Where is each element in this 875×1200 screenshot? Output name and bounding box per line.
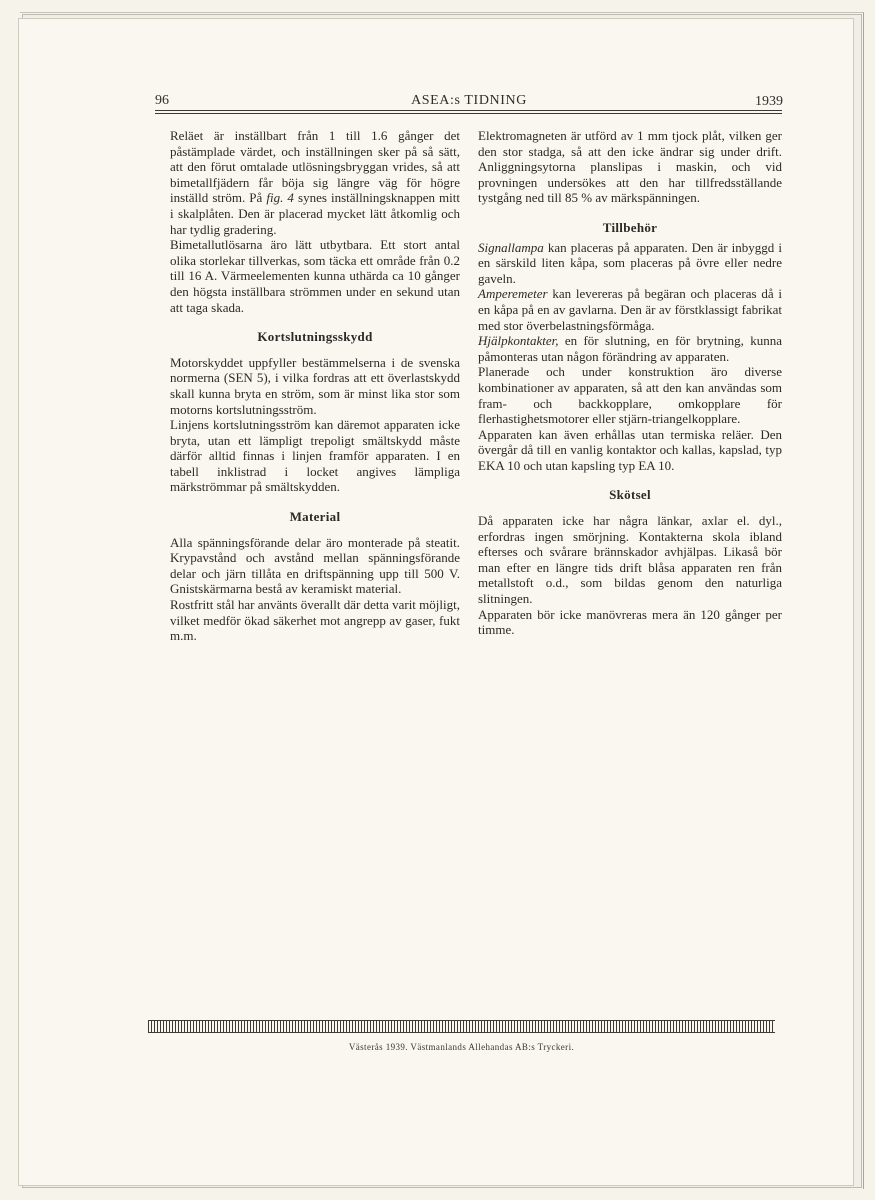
section-heading-kortslutningsskydd: Kortslutningsskydd	[257, 329, 373, 345]
paragraph: Då apparaten icke har några länkar, axlar el. dyl., erfordras ingen smörjning. Kontakterna skola ibland efterses och svårare brännskador avhjälpas. Likaså bör man efter en längre tids drift blåsa apparaten ren från metallstoft o.d., som bildas genom den naturliga slitningen.	[478, 513, 782, 607]
paragraph: Motorskyddet uppfyller bestämmelserna i de svenska normerna (SEN 5), i vilka fordras att ett överlastskydd skall kunna bryta en ström, som är minst lika stor som motorns kortslutningsström.	[170, 354, 460, 417]
header-rule	[155, 110, 782, 111]
paragraph: Bimetallutlösarna äro lätt utbytbara. Ett stort antal olika storlekar tillverkas, som täcka ett område från 0.2 till 16 A. Värmeelementen kunna uthärda ca 10 gånger den högsta inställbara strömmen under en sekund utan att taga skada.	[170, 237, 460, 315]
paragraph: Apparaten bör icke manövreras mera än 120 gånger per timme.	[478, 606, 782, 638]
term-hjalpkontakter: Hjälpkontakter,	[478, 333, 559, 349]
paragraph: Planerade och under konstruktion äro diverse kombinationer av apparaten, så att den kan användas som fram- och backkopplare, omkopplare för flerhastighetsmotorer eller stjärn-triangelkopplare.	[478, 364, 782, 427]
paragraph: Linjens kortslutningsström kan däremot apparaten icke bryta, utan ett lämpligt trepoligt smältskydd måste därför alltid finnas i linjen framför apparaten. I en tabell inklistrad i locket angives lämpliga märkströmmar på smältskydden.	[170, 417, 460, 495]
journal-title: ASEA:s TIDNING	[411, 93, 527, 108]
paragraph: Signallampa kan placeras på apparaten. Den är inbyggd i en särskild liten kåpa, som placeras på övre eller nedre gaveln.	[478, 239, 782, 286]
term-signallampa: Signallampa	[478, 239, 544, 255]
paragraph: Hjälpkontakter, en för slutning, en för brytning, kunna påmonteras utan någon förändring av apparaten.	[478, 333, 782, 364]
page-number: 96	[155, 93, 169, 108]
issue-year: 1939	[755, 94, 783, 109]
right-column	[478, 128, 782, 638]
paragraph: Amperemeter kan levereras på begäran och placeras då i en kåpa på en av gavlarna. Den är av förstklassigt fabrikat med stor överbelastningsförmåga.	[478, 286, 782, 333]
paragraph: Reläet är inställbart från 1 till 1.6 gånger det påstämplade värdet, och inställningen sker på så sätt, att den förut omtalade utlösningsbryggan vrides, så att bimetallfjädern får böja sig längre väg för högre inställd ström. På fig. 4 synes inställningsknappen mitt i skalplåten. Den är placerad mycket lätt åtkomlig och har tydlig gradering.	[170, 128, 460, 237]
paragraph: Alla spänningsförande delar äro monterade på steatit. Krypavstånd och avstånd mellan spänningsförande delar och järn tillåta en driftspänning upp till 500 V. Gnistskärmarna bestå av keramiskt material.	[170, 534, 460, 597]
figure-reference: fig. 4	[266, 190, 294, 206]
printer-imprint: Västerås 1939. Västmanlands Allehandas AB:s Tryckeri.	[348, 1042, 575, 1052]
decorative-rule-band	[148, 1020, 775, 1033]
header-rule-second	[155, 113, 782, 114]
left-column	[170, 128, 460, 644]
section-heading-material: Material	[289, 509, 341, 525]
paragraph: Apparaten kan även erhållas utan termiska reläer. Den övergår då till en vanlig kontaktor och kallas, kapslad, typ EKA 10 och utan kapsling typ EA 10.	[478, 426, 782, 473]
paragraph: Elektromagneten är utförd av 1 mm tjock plåt, vilken ger den stor stadga, så att den icke ändrar sig under drift. Anliggningsytorna planslipas i maskin, och vid provningen undersökes att den har tillfredsställande tystgång ned till 85 % av märkspänningen.	[478, 128, 782, 206]
section-heading-tillbehor: Tillbehör	[602, 219, 658, 235]
section-heading-skotsel: Skötsel	[609, 487, 651, 503]
paragraph: Rostfritt stål har använts överallt där detta varit möjligt, vilket medför ökad säkerhet mot angrepp av gaser, fukt m.m.	[170, 597, 460, 644]
term-amperemeter: Amperemeter	[478, 286, 548, 302]
